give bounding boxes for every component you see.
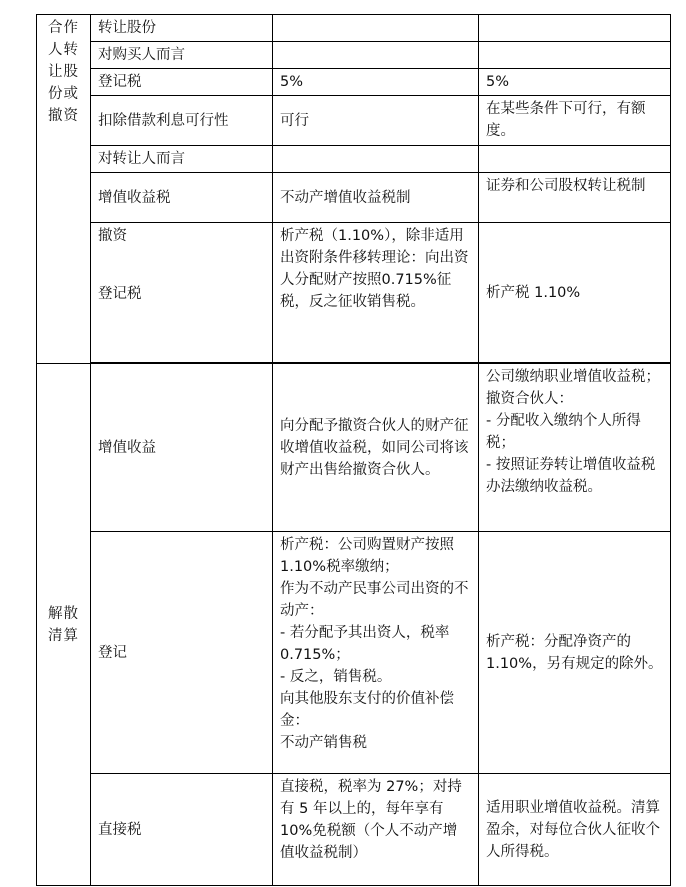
table-row: [37, 96, 671, 146]
table-row: [37, 364, 671, 532]
tax-comparison-table: [36, 14, 671, 886]
cell-value: [273, 146, 479, 173]
cell-value: [273, 15, 479, 42]
row-label-group: [91, 223, 273, 363]
cell-value: 在某些条件下可行，有额度。: [479, 96, 671, 146]
cell-value: 5%: [479, 69, 671, 96]
table-row: [37, 15, 671, 42]
row-label: 转让股份: [91, 15, 273, 42]
table-row: [37, 223, 671, 363]
table-row: [37, 146, 671, 173]
cell-value: 适用职业增值收益税。清算盈余，对每位合伙人征收个人所得税。: [479, 774, 671, 886]
row-label: 增值收益税: [91, 173, 273, 223]
row-label: 对转让人而言: [91, 146, 273, 173]
cell-value: 可行: [273, 96, 479, 146]
row-label: 增值收益: [91, 364, 273, 532]
table-row: [37, 69, 671, 96]
row-label: 直接税: [91, 774, 273, 886]
cell-value: 析产税（1.10%），除非适用出资附条件移转理论：向出资人分配财产按照0.715%征税，反之征收销售税。: [273, 223, 479, 363]
cell-value: 析产税 1.10%: [479, 223, 671, 363]
row-label: 扣除借款利息可行性: [91, 96, 273, 146]
cell-value: 不动产增值收益税制: [273, 173, 479, 223]
cell-value: 直接税，税率为 27%；对持有 5 年以上的，每年享有 10%免税额（个人不动产增值收益税制）: [273, 774, 479, 886]
cell-value: 证券和公司股权转让税制: [479, 173, 671, 223]
row-label: 登记税: [98, 286, 142, 302]
category-dissolution: 解散 清算: [37, 364, 91, 886]
cell-value: 5%: [273, 69, 479, 96]
cell-value: 向分配予撤资合伙人的财产征收增值收益税，如同公司将该财产出售给撤资合伙人。: [273, 364, 479, 532]
table-row: [37, 173, 671, 223]
row-label: 登记税: [91, 69, 273, 96]
table-row: [37, 774, 671, 886]
table-row: [37, 532, 671, 774]
cell-value: [479, 146, 671, 173]
cell-value: 公司缴纳职业增值收益税； 撤资合伙人： - 分配收入缴纳个人所得税； - 按照证券转让增值收益税办法缴纳收益税。: [479, 364, 671, 532]
cell-value: 析产税：公司购置财产按照 1.10%税率缴纳； 作为不动产民事公司出资的不动产： - 若分配予其出资人，税率 0.715%； - 反之，销售税。 向其他股东支付的价值补偿金： 不动产销售税: [273, 532, 479, 774]
row-label: 对购买人而言: [91, 42, 273, 69]
row-label: 登记: [91, 532, 273, 774]
category-partner-transfer: 合作 人转 让股 份或 撤资: [37, 15, 91, 364]
cell-value: 析产税：分配净资产的 1.10%，另有规定的除外。: [479, 532, 671, 774]
cell-value: [479, 15, 671, 42]
subsection-label-withdrawal: 撤资: [98, 228, 127, 244]
cell-value: [479, 42, 671, 69]
cell-value: [273, 42, 479, 69]
table-row: [37, 42, 671, 69]
